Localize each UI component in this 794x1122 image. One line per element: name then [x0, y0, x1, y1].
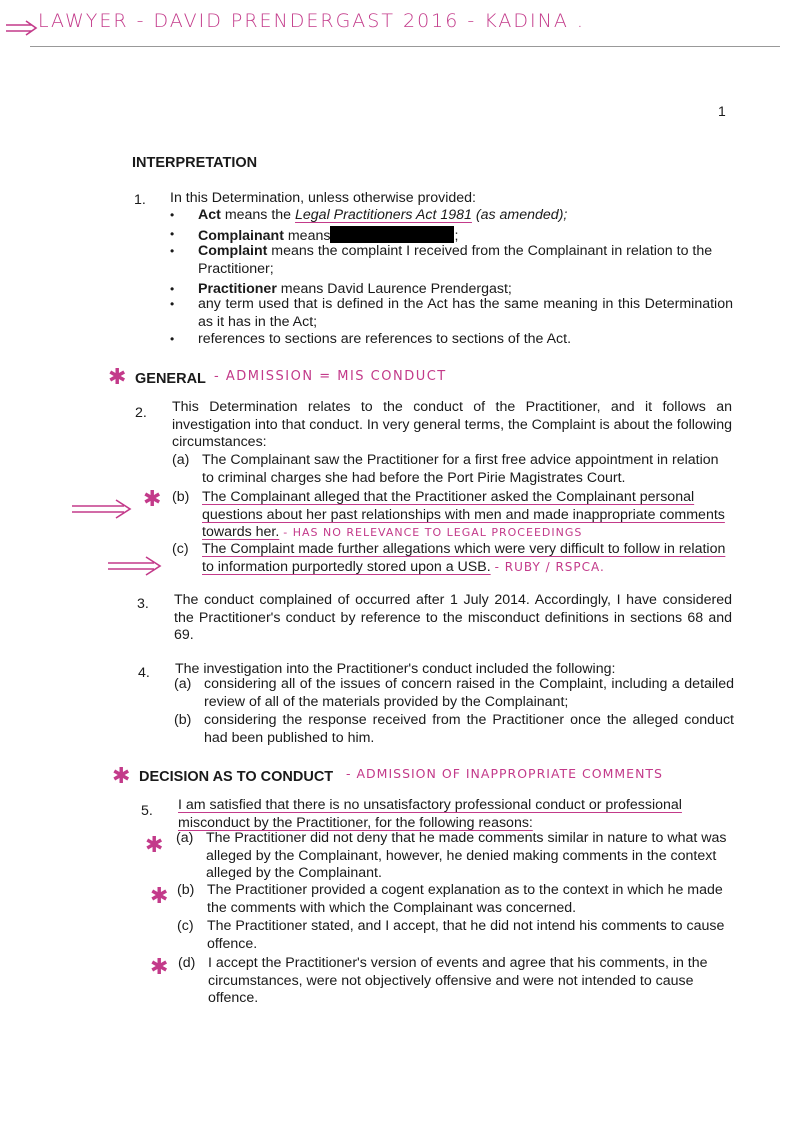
para-5b-label: (b)	[177, 882, 195, 898]
section-heading-decision: DECISION AS TO CONDUCT	[139, 769, 334, 785]
para-5d	[178, 955, 738, 1008]
para-5-text: I am satisfied that there is no unsatisfactory professional conduct or professional misconduct by the Practitioner, for the following reasons:	[178, 797, 682, 831]
handwritten-annotation-decision: - ADMISSION OF INAPPROPRIATE COMMENTS	[346, 766, 663, 781]
para-5a	[176, 830, 736, 883]
asterisk-mark-icon: ✱	[143, 486, 162, 511]
practitioner-text: means David Laurence Prendergast;	[276, 281, 512, 297]
para-5d-text: I accept the Practitioner's version of events and agree that his comments, in the circumstances, were not objectively offensive and were not intended to cause offence.	[208, 955, 708, 1006]
definition-any-term: • any term used that is defined in the Act has the same meaning in this Determination as it has in the Act;	[198, 296, 733, 331]
para-5c-text: The Practitioner stated, and I accept, that he did not intend his comments to cause offence.	[207, 918, 725, 952]
para-1-intro: In this Determination, unless otherwise provided:	[170, 190, 476, 206]
asterisk-mark-icon: ✱	[145, 832, 164, 857]
para-2a-label: (a)	[172, 452, 190, 468]
header-rule	[30, 46, 780, 47]
para-3: The conduct complained of occurred after 1 July 2014. Accordingly, I have considered the Practitioner's conduct by reference to the misconduct definitions in sections 68 and 69.	[174, 592, 732, 643]
para-2b-label: (b)	[172, 489, 190, 505]
handwritten-title: LAWYER - DAVID PRENDERGAST 2016 - KADINA .	[38, 10, 585, 32]
asterisk-mark-icon: ✱	[112, 763, 131, 788]
handwritten-annotation-general: - ADMISSION = MIS CONDUCT	[214, 369, 447, 384]
para-4a-text: considering all of the issues of concern raised in the Complaint, including a detailed review of all of the materials provided by the Complainant;	[204, 676, 734, 710]
margin-arrow-icon	[106, 555, 162, 577]
para-2b	[172, 489, 732, 542]
para-5	[178, 797, 734, 832]
page-number: 1	[718, 103, 726, 119]
para-2c	[172, 541, 732, 576]
act-name: Legal Practitioners Act 1981	[295, 207, 472, 223]
redaction-bar	[330, 226, 454, 243]
para-4b-label: (b)	[174, 712, 192, 728]
handwritten-annotation-2b: - HAS NO RELEVANCE TO LEGAL PROCEEDINGS	[283, 526, 583, 539]
definition-act	[198, 207, 733, 225]
term-complaint: Complaint	[198, 243, 268, 259]
term-complainant: Complainant	[198, 228, 284, 244]
para-2: This Determination relates to the conduct of the Practitioner, and it follows an investigation into that conduct. In very general terms, the Complaint is about the following circumstances:	[172, 399, 732, 450]
definition-complaint	[198, 243, 733, 278]
para-4b	[174, 712, 734, 747]
act-tail: (as amended);	[471, 207, 568, 223]
para-4: The investigation into the Practitioner's conduct included the following:	[175, 661, 616, 677]
header-arrow-icon	[4, 20, 38, 36]
para-5a-label: (a)	[176, 830, 194, 846]
section-heading-general: GENERAL	[135, 371, 206, 387]
para-4a-label: (a)	[174, 676, 192, 692]
asterisk-mark-icon: ✱	[150, 954, 169, 979]
term-act: Act	[198, 207, 221, 223]
para-2b-text: The Complainant alleged that the Practitioner asked the Complainant personal questions about her past relationships with men and made inappropriate comments towards her.	[202, 489, 725, 540]
para-number-1: 1.	[134, 192, 146, 208]
para-5b	[177, 882, 737, 917]
asterisk-mark-icon: ✱	[108, 364, 127, 389]
para-5c-label: (c)	[177, 918, 194, 934]
asterisk-mark-icon: ✱	[150, 883, 169, 908]
complaint-text: means the complaint I received from the Complainant in relation to the Practitioner;	[198, 243, 713, 277]
para-4b-text: considering the response received from the Practitioner once the alleged conduct had been published to him.	[204, 712, 734, 746]
margin-arrow-icon	[70, 498, 132, 520]
complainant-tail: ;	[454, 228, 459, 244]
complainant-text: means	[283, 228, 331, 244]
para-5a-text: The Practitioner did not deny that he made comments similar in nature to what was alleged by the Complainant, however, he denied making comments in the context alleged by the Complainant.	[206, 830, 727, 881]
para-5b-text: The Practitioner provided a cogent explanation as to the context in which he made the comments with which the Complainant was concerned.	[207, 882, 723, 916]
para-number-2: 2.	[135, 405, 147, 421]
para-2a	[172, 452, 732, 487]
para-4a	[174, 676, 734, 711]
para-2c-label: (c)	[172, 541, 189, 557]
para-5d-label: (d)	[178, 955, 196, 971]
act-text: means the	[220, 207, 296, 223]
definition-references: • references to sections are references to sections of the Act.	[198, 331, 733, 349]
para-5c	[177, 918, 737, 953]
para-number-4: 4.	[138, 665, 150, 681]
term-practitioner: Practitioner	[198, 281, 277, 297]
para-number-3: 3.	[137, 596, 149, 612]
para-number-5: 5.	[141, 803, 153, 819]
para-2a-text: The Complainant saw the Practitioner for a first free advice appointment in relation to criminal charges she had before the Port Pirie Magistrates Court.	[202, 452, 719, 486]
handwritten-annotation-2c: - RUBY / RSPCA.	[494, 559, 605, 574]
para-2c-text: The Complaint made further allegations which were very difficult to follow in relation to information purportedly stored upon a USB.	[202, 541, 726, 575]
section-heading-interpretation: INTERPRETATION	[132, 155, 258, 171]
